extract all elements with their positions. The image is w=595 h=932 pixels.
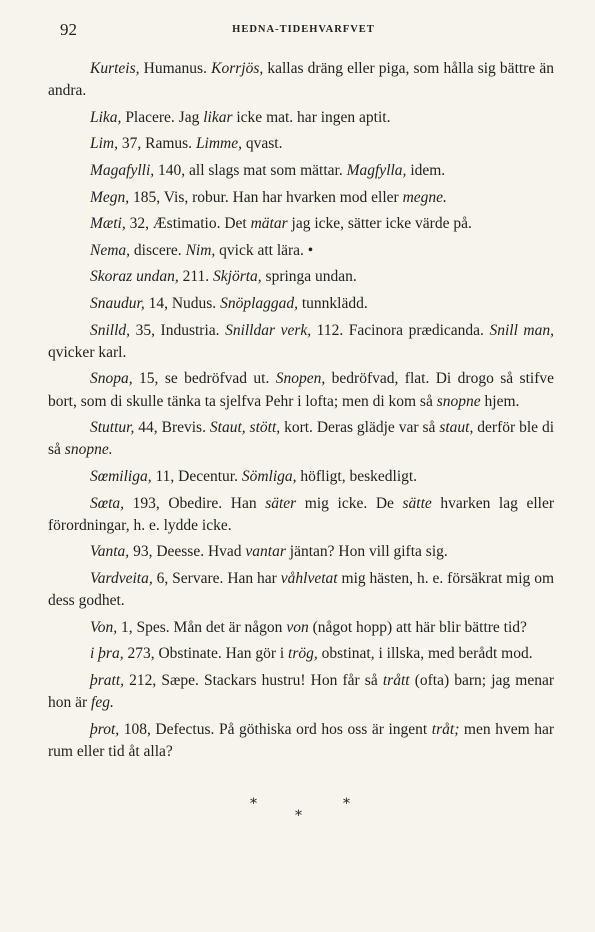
entry-term: Nim, xyxy=(185,241,216,259)
glossary-entry xyxy=(48,643,554,665)
entry-text: hvarken lag eller förordningar, h. e. lydde icke. xyxy=(48,494,555,534)
entry-term: Von, xyxy=(90,618,118,636)
entry-term: Lim, xyxy=(90,135,118,153)
entry-text: mig hästen, h. e. försäkrat mig om dess godhet. xyxy=(48,569,555,610)
entry-term: Skoraz undan, xyxy=(90,268,179,286)
separator-star: * xyxy=(295,808,302,824)
entry-text: springa undan. xyxy=(261,268,357,286)
entry-term: Mæti, xyxy=(90,215,126,233)
entry-term: Snaudur, xyxy=(90,294,145,312)
entry-term: Vardveita, xyxy=(90,569,153,587)
glossary-entry xyxy=(48,160,554,182)
entry-text: 15, se bedröfvad ut. xyxy=(132,370,276,388)
entry-text: 6, Servare. Han har xyxy=(152,569,281,587)
glossary-entry xyxy=(48,293,554,315)
separator-star: * xyxy=(250,796,257,812)
entry-text: 32, Æstimatio. Det xyxy=(125,215,251,233)
entry-text: (ofta) barn; jag menar hon är xyxy=(48,671,554,712)
glossary-entry xyxy=(48,213,554,235)
entry-text: 93, Deesse. Hvad xyxy=(129,543,246,561)
entry-term: Sœmiliga, xyxy=(90,467,152,485)
entry-term: Megn, xyxy=(90,188,130,206)
entry-text: jäntan? Hon vill gifta sig. xyxy=(285,543,448,561)
entry-text: höfligt, beskedligt. xyxy=(296,467,418,485)
entry-term: säter xyxy=(265,494,297,512)
entry-text: qvick att lära. • xyxy=(215,241,314,259)
glossary-entry xyxy=(48,266,554,288)
entry-text: hjem. xyxy=(480,392,520,410)
entry-text: 140, all slags mat som mättar. xyxy=(154,161,347,179)
glossary-entry xyxy=(48,493,554,537)
entry-text: mig icke. De xyxy=(296,494,403,512)
entry-text: tunnklädd. xyxy=(298,294,368,312)
entry-text: men hvem har rum eller tid åt alla? xyxy=(48,720,554,760)
entry-term: þratt, xyxy=(90,671,125,689)
entry-term: sätte xyxy=(402,494,432,512)
entry-term: trög, xyxy=(288,645,318,663)
separator-star: * xyxy=(343,796,350,812)
entry-text: idem. xyxy=(406,161,446,179)
entry-term: Stuttur, xyxy=(90,419,135,437)
entry-text: 193, Obedire. Han xyxy=(124,494,266,512)
entry-term: Snopa, xyxy=(90,370,133,388)
entry-term: von xyxy=(286,618,309,636)
page-header xyxy=(60,20,547,44)
entry-text: 273, Obstinate. Han gör i xyxy=(123,645,289,663)
entry-term: våhlvetat xyxy=(280,569,338,587)
entry-term: Limme, xyxy=(195,135,243,153)
glossary-entry xyxy=(48,617,554,639)
glossary-body xyxy=(48,58,554,768)
entry-term: Sömliga, xyxy=(241,467,297,485)
entry-text: kort. Deras glädje var så xyxy=(280,419,440,437)
running-title: HEDNA-TIDEHVARFVET xyxy=(232,24,375,35)
glossary-entry xyxy=(48,670,554,714)
entry-text: 108, Defectus. På göthiska ord hos oss är ingent xyxy=(119,720,432,738)
entry-term: Staut, stött, xyxy=(209,419,281,437)
entry-term: Vanta, xyxy=(90,543,130,561)
entry-text: jag icke, sätter icke värde på. xyxy=(287,215,472,233)
entry-text: Humanus. xyxy=(139,60,212,77)
entry-term: snopne. xyxy=(64,441,113,459)
glossary-entry xyxy=(48,58,554,102)
entry-term: Snilldar verk, xyxy=(225,321,312,339)
entry-text: bedröfvad, flat. Di drogo så stifve bort, som di skulle tänka ta sjelfva Pehr i lofta; men di kom så xyxy=(48,370,554,410)
glossary-entry xyxy=(48,541,554,563)
glossary-entry xyxy=(48,568,554,612)
entry-text: qvicker karl. xyxy=(48,343,127,361)
entry-text: 35, Industria. xyxy=(130,321,226,339)
glossary-entry xyxy=(48,187,554,209)
entry-term: Korrjös, xyxy=(211,60,264,77)
entry-text: Placere. Jag xyxy=(121,108,204,126)
entry-text: 44, Brevis. xyxy=(134,419,210,437)
entry-term: vantar xyxy=(245,543,286,561)
glossary-entry xyxy=(48,719,554,763)
entry-text: 211. xyxy=(178,268,214,286)
entry-text: discere. xyxy=(130,241,186,259)
entry-term: i þra, xyxy=(90,645,124,663)
entry-term: þrot, xyxy=(90,720,120,738)
entry-text: 112. Facinora prædicanda. xyxy=(311,321,490,339)
entry-term: Magafylli, xyxy=(90,161,155,179)
entry-term: megne. xyxy=(402,188,447,206)
entry-term: Skjörta, xyxy=(213,268,262,286)
entry-text: kallas dräng eller piga, som hålla sig bättre än andra. xyxy=(48,60,554,100)
page-number: 92 xyxy=(60,20,77,39)
entry-text: qvast. xyxy=(242,135,283,153)
entry-text: 212, Sæpe. Stackars hustru! Hon får så xyxy=(124,671,383,689)
entry-term: feg. xyxy=(91,694,114,712)
entry-term: likar xyxy=(203,108,233,126)
entry-term: mätar xyxy=(250,215,288,233)
entry-term: tråt; xyxy=(431,720,460,738)
entry-text: 14, Nudus. xyxy=(144,294,221,312)
glossary-entry xyxy=(48,107,554,129)
entry-term: trått xyxy=(382,671,410,689)
section-separator xyxy=(0,796,595,826)
glossary-entry xyxy=(48,368,554,412)
entry-text: 11, Decentur. xyxy=(151,467,242,485)
entry-term: Nema, xyxy=(90,241,131,259)
entry-term: Sœta, xyxy=(90,494,125,512)
glossary-entry xyxy=(48,133,554,155)
entry-text: derför ble di så xyxy=(48,419,554,459)
entry-term: staut, xyxy=(439,419,474,437)
entry-term: Snill man, xyxy=(489,321,554,339)
entry-term: Snilld, xyxy=(90,321,131,339)
entry-term: Lika, xyxy=(90,108,122,126)
entry-text: 185, Vis, robur. Han har hvarken mod eller xyxy=(129,188,403,206)
entry-text: (något hopp) att här blir bättre tid? xyxy=(308,618,527,636)
entry-term: Magfylla, xyxy=(346,161,407,179)
glossary-entry xyxy=(48,240,554,262)
entry-text: 1, Spes. Mån det är någon xyxy=(117,618,287,636)
entry-text: obstinat, i illska, med berådt mod. xyxy=(317,645,533,663)
entry-text: icke mat. har ingen aptit. xyxy=(232,108,391,126)
entry-term: Snöplaggad, xyxy=(220,294,298,312)
glossary-entry xyxy=(48,466,554,488)
entry-term: Snopen, xyxy=(275,370,326,388)
glossary-entry xyxy=(48,320,554,364)
glossary-entry xyxy=(48,417,554,461)
entry-term: Kurteis, xyxy=(90,60,140,77)
entry-text: 37, Ramus. xyxy=(118,135,196,153)
entry-term: snopne xyxy=(436,392,481,410)
